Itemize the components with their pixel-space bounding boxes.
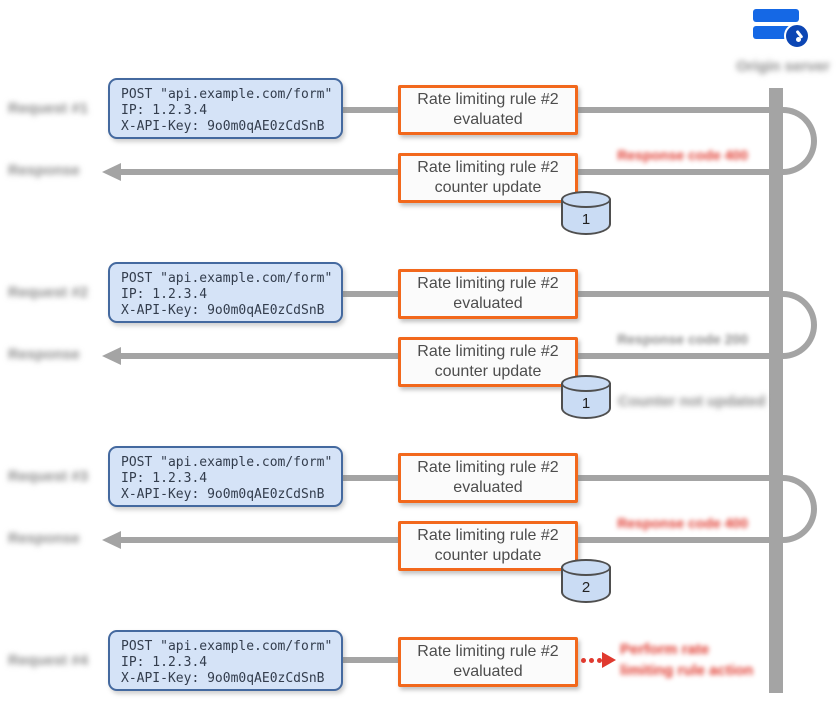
request-line-method: POST "api.example.com/form": [121, 87, 333, 102]
counter-note: Counter not updated: [618, 393, 766, 410]
dotted-connector: [589, 658, 594, 663]
rule-action-annotation: Perform rate limiting rule action: [620, 641, 754, 679]
request-card: POST "api.example.com/form" IP: 1.2.3.4 X-API-Key: 9o0m0qAE0zCdSnB: [108, 630, 343, 691]
response-code-annotation: Response code 200: [617, 331, 748, 347]
request-label: Request #2: [8, 284, 89, 301]
request-card: POST "api.example.com/form" IP: 1.2.3.4 X-API-Key: 9o0m0qAE0zCdSnB: [108, 262, 343, 323]
counter-database-icon: [561, 559, 611, 603]
request-line: [578, 291, 769, 297]
request-line: [343, 107, 398, 113]
processing-arc-1: [781, 107, 817, 175]
counter-database-icon: [561, 375, 611, 419]
origin-lifeline: [769, 88, 783, 693]
server-bar-icon: [753, 9, 799, 22]
action-arrow-icon: [602, 652, 616, 668]
rule-counter-box: Rate limiting rule #2 counter update: [398, 153, 578, 203]
counter-value: 2: [581, 579, 591, 596]
request-line-apikey: X-API-Key: 9o0m0qAE0zCdSnB: [121, 119, 325, 134]
request-card: [108, 78, 343, 139]
response-label: Response: [8, 162, 80, 179]
request-line: [578, 475, 769, 481]
rule-evaluated-box: Rate limiting rule #2 evaluated: [398, 269, 578, 319]
request-label: Request #3: [8, 468, 89, 485]
gauge-icon: [784, 23, 810, 49]
counter-value: 1: [581, 211, 591, 228]
rule-evaluated-box: Rate limiting rule #2 evaluated: [398, 637, 578, 687]
origin-server-icon: [748, 6, 814, 58]
rule-counter-box: Rate limiting rule #2 counter update: [398, 521, 578, 571]
response-label: Response: [8, 346, 80, 363]
rule-evaluated-box: Rate limiting rule #2 evaluated: [398, 453, 578, 503]
rule-counter-box: Rate limiting rule #2 counter update: [398, 337, 578, 387]
request-card: POST "api.example.com/form" IP: 1.2.3.4 X-API-Key: 9o0m0qAE0zCdSnB: [108, 446, 343, 507]
origin-server-label: Origin server: [736, 58, 830, 75]
request-line-ip: IP: 1.2.3.4: [121, 103, 208, 118]
request-line: [343, 657, 398, 663]
counter-value: 1: [581, 395, 591, 412]
rule-evaluated-box: Rate limiting rule #2 evaluated: [398, 85, 578, 135]
response-label: Response: [8, 530, 80, 547]
request-line: [343, 475, 398, 481]
request-line: [343, 291, 398, 297]
processing-arc-3: [781, 475, 817, 543]
processing-arc-2: [781, 291, 817, 359]
request-line: [578, 107, 769, 113]
response-code-annotation: Response code 400: [617, 515, 748, 531]
response-code-annotation: Response code 400: [617, 147, 748, 163]
request-label: Request #4: [8, 652, 89, 669]
counter-database-icon: [561, 191, 611, 235]
request-label: Request #1: [8, 100, 89, 117]
dotted-connector: [581, 658, 586, 663]
